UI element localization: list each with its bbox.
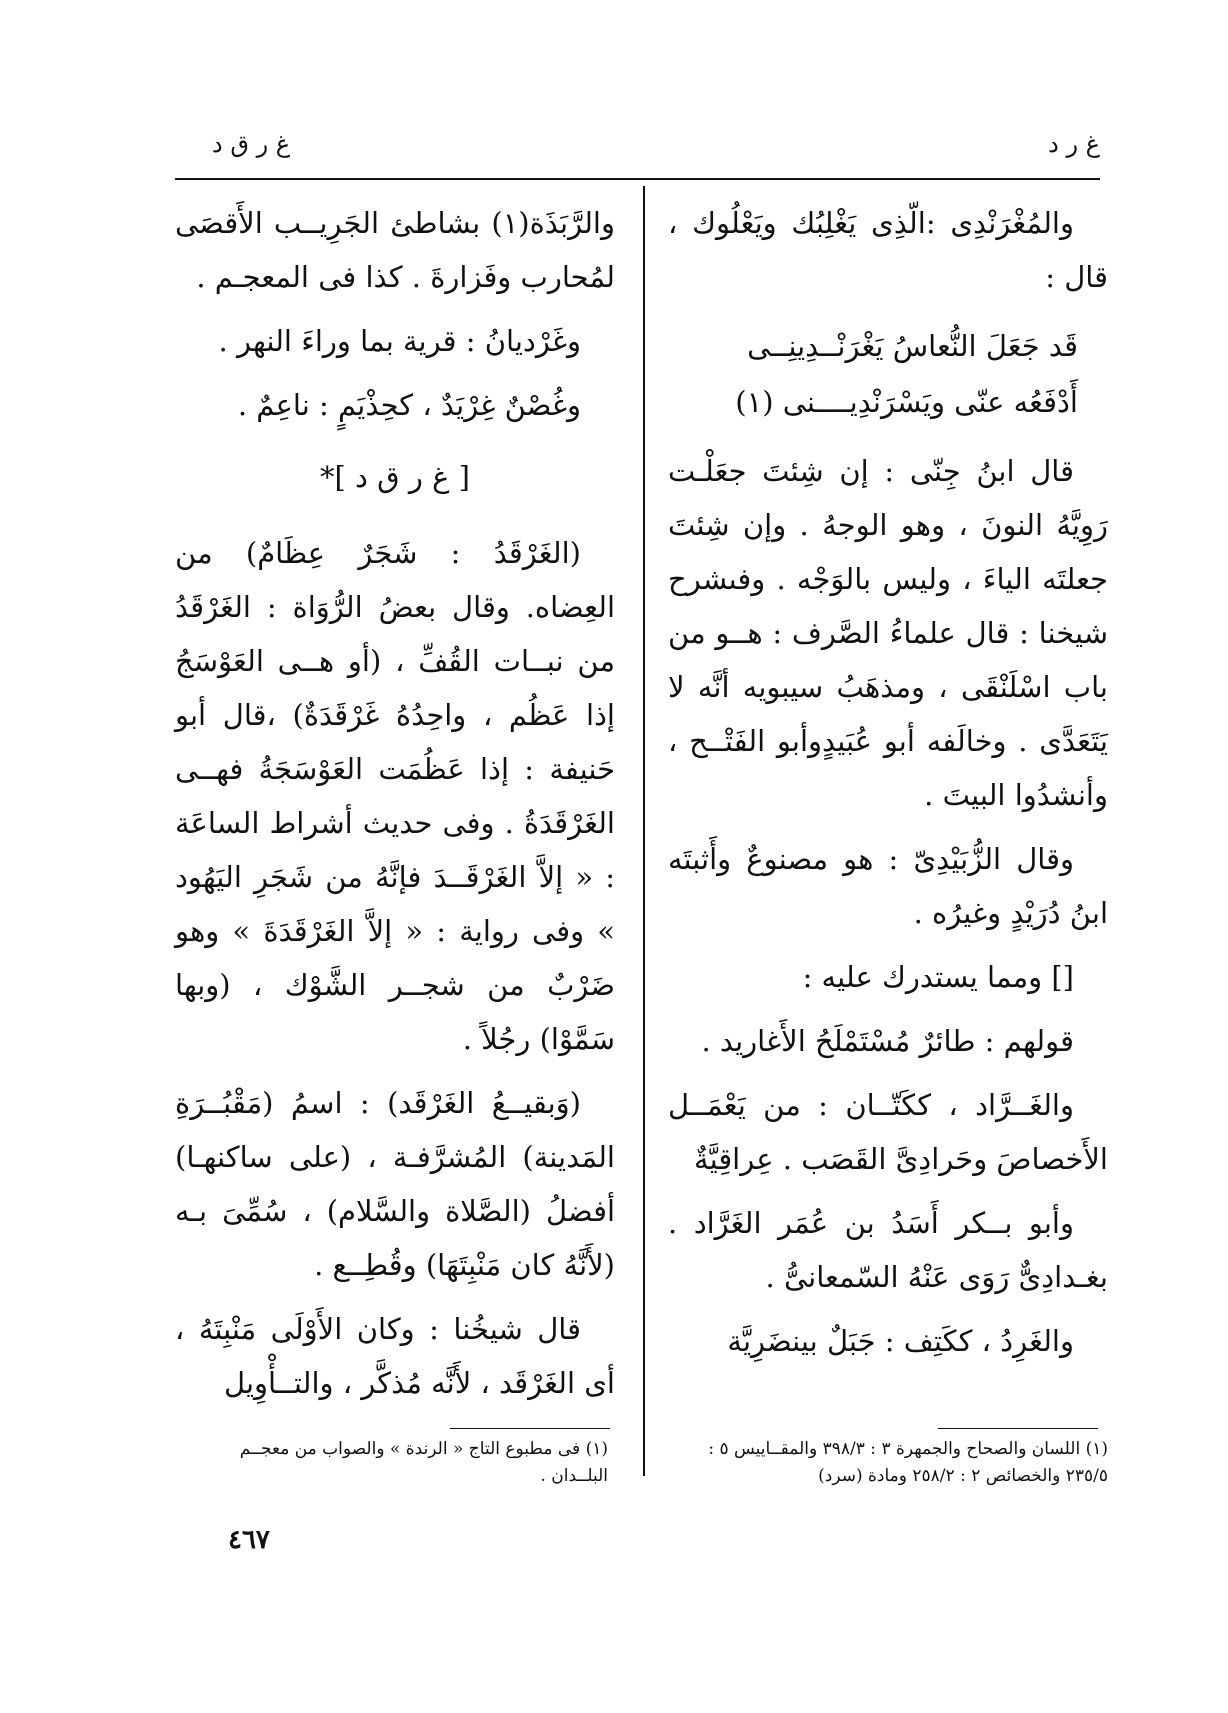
running-head-right: غ ر د [1048,130,1100,158]
paragraph: والمُغْرَنْدِى :الّذِى يَغْلِبُك ويَعْلُوك ، قال : [668,206,1108,294]
paragraph: قولهم : طائرٌ مُسْتَمْلَحُ الأَغاريد . [701,1024,1074,1058]
verse-block [668,318,1108,430]
column-divider [643,186,645,1476]
paragraph: وغَرْديانُ : قرية بما وراءَ النهر . [218,324,581,358]
paragraph: والرَّبَذَة(١) بشاطئ الجَرِيــب الأَقصَى لمُحارب وفَزارةَ . كذا فى المعجـم . [175,206,615,294]
footnote-left: (١) فى مطبوع التاج « الرندة » والصواب من معجــم البلــدان . [239,1439,608,1486]
page-number: ٤٦٧ [228,1525,270,1555]
paragraph: وأبو بــكر أَسَدُ بن عُمَر الغَرَّاد . بغـدادِىٌّ رَوَى عَنْهُ السّمعانىُّ . [668,1206,1108,1294]
paragraph: وقال الزُّبَيْدِىّ : هو مصنوعٌ وأَثبتَه ابنُ دُرَيْدٍ وغيرُه . [668,842,1108,930]
paragraph: والغَــرَّاد ، ككَتّــان : من يَعْمَــل الأَخصاصَ وحَرادِىَّ القَصَب . عِراقِيَّةٌ [668,1088,1108,1176]
paragraph: والغَرِدُ ، ككَتِف : جَبَلٌ بينضَرِيَّة [727,1324,1074,1358]
paragraph: (وَبقيــعُ الغَرْقَد) : اسمُ (مَقْبُــرَةِ المَدينة) المُشرَّفـة ، (على ساكنهـا) أفضلُ (الصَّلاة والسَّلام) ، سُمِّىَ بـه (لأَنَّهُ كان مَنْبِتَهَا) وقُطِــع . [175,1086,615,1282]
paragraph: (الغَرْقَدُ : شَجَرٌ عِظَامٌ) من العِضاه. وقال بعضُ الرُّوَاة : الغَرْقَدُ من نبــات القُفِّ ، (أو هــى العَوْسَجُ إذا عَظُم ، واحِدُهُ غَرْقَدَةٌ) ،قال أبو حَنيفة : إذا عَظُمَت العَوْسَجَةُ فهــى الغَرْقَدَةُ . وفى حديث أشراط الساعَة : « إلاَّ الغَرْقَــدَ فإنَّهُ من شَجَرِ اليَهُود » وفى رواية : « إلاَّ الغَرْقَدَةَ » وهو ضَرْبٌ من شجــر الشَّوْك ، (وبها سَمَّوْا) رجُلاً . [175,536,615,1056]
verse-line: أَدْفَعُه عنّى ويَسْرَنْدِيــــنى (١) [735,385,1078,419]
right-column [668,196,1108,1378]
verse-line: قَد جَعَلَ النُّعاسُ يَغْرَنْــدِينِــى [747,329,1078,363]
paragraph: وغُصْنٌ غِرْيَدٌ ، كحِذْيَمٍ : ناعِمٌ . [237,388,581,422]
footnote-rule-right [938,1428,1098,1429]
left-column [175,196,615,1420]
paragraph: قال ابنُ جِنّى : إن شِئتَ جعَلْـت رَوِيَّهُ النونَ ، وهو الوجهُ . وإن شِئتَ جعلتَه الياءَ ، وليس بالوَجْه . وفىشرح شيخنا : قال علماءُ الصَّرف : هــو من باب اسْلَنْقَى ، ومذهَبُ سيبويه أنَّه لا يَتَعَدَّى . وخالَفه أبو عُبَيدٍوأبو الفَتْــح ، وأنشدُوا البيتَ . [668,454,1108,812]
running-head-left: غ ر ق د [212,130,291,158]
header-rule [175,178,1100,180]
paragraph: [] ومما يستدرك عليه : [802,960,1074,994]
paragraph: قال شيخُنا : وكان الأَوْلَى مَنْبِتَهُ ، أى الغَرْقَد ، لأَنَّه مُذكَّر ، والتــأْوِيل [175,1312,615,1400]
footnote-right: (١) اللسان والصحاح والجمهرة ٣ : ٣٩٨/٣ والمقــاييس ٥ : ٢٣٥/٥ والخصائص ٢ : ٢٥٨/٢ ومادة (سرد) [708,1439,1108,1486]
entry-heading: [ غ ر ق د ]* [320,460,470,494]
footnote-rule-left [450,1428,610,1429]
